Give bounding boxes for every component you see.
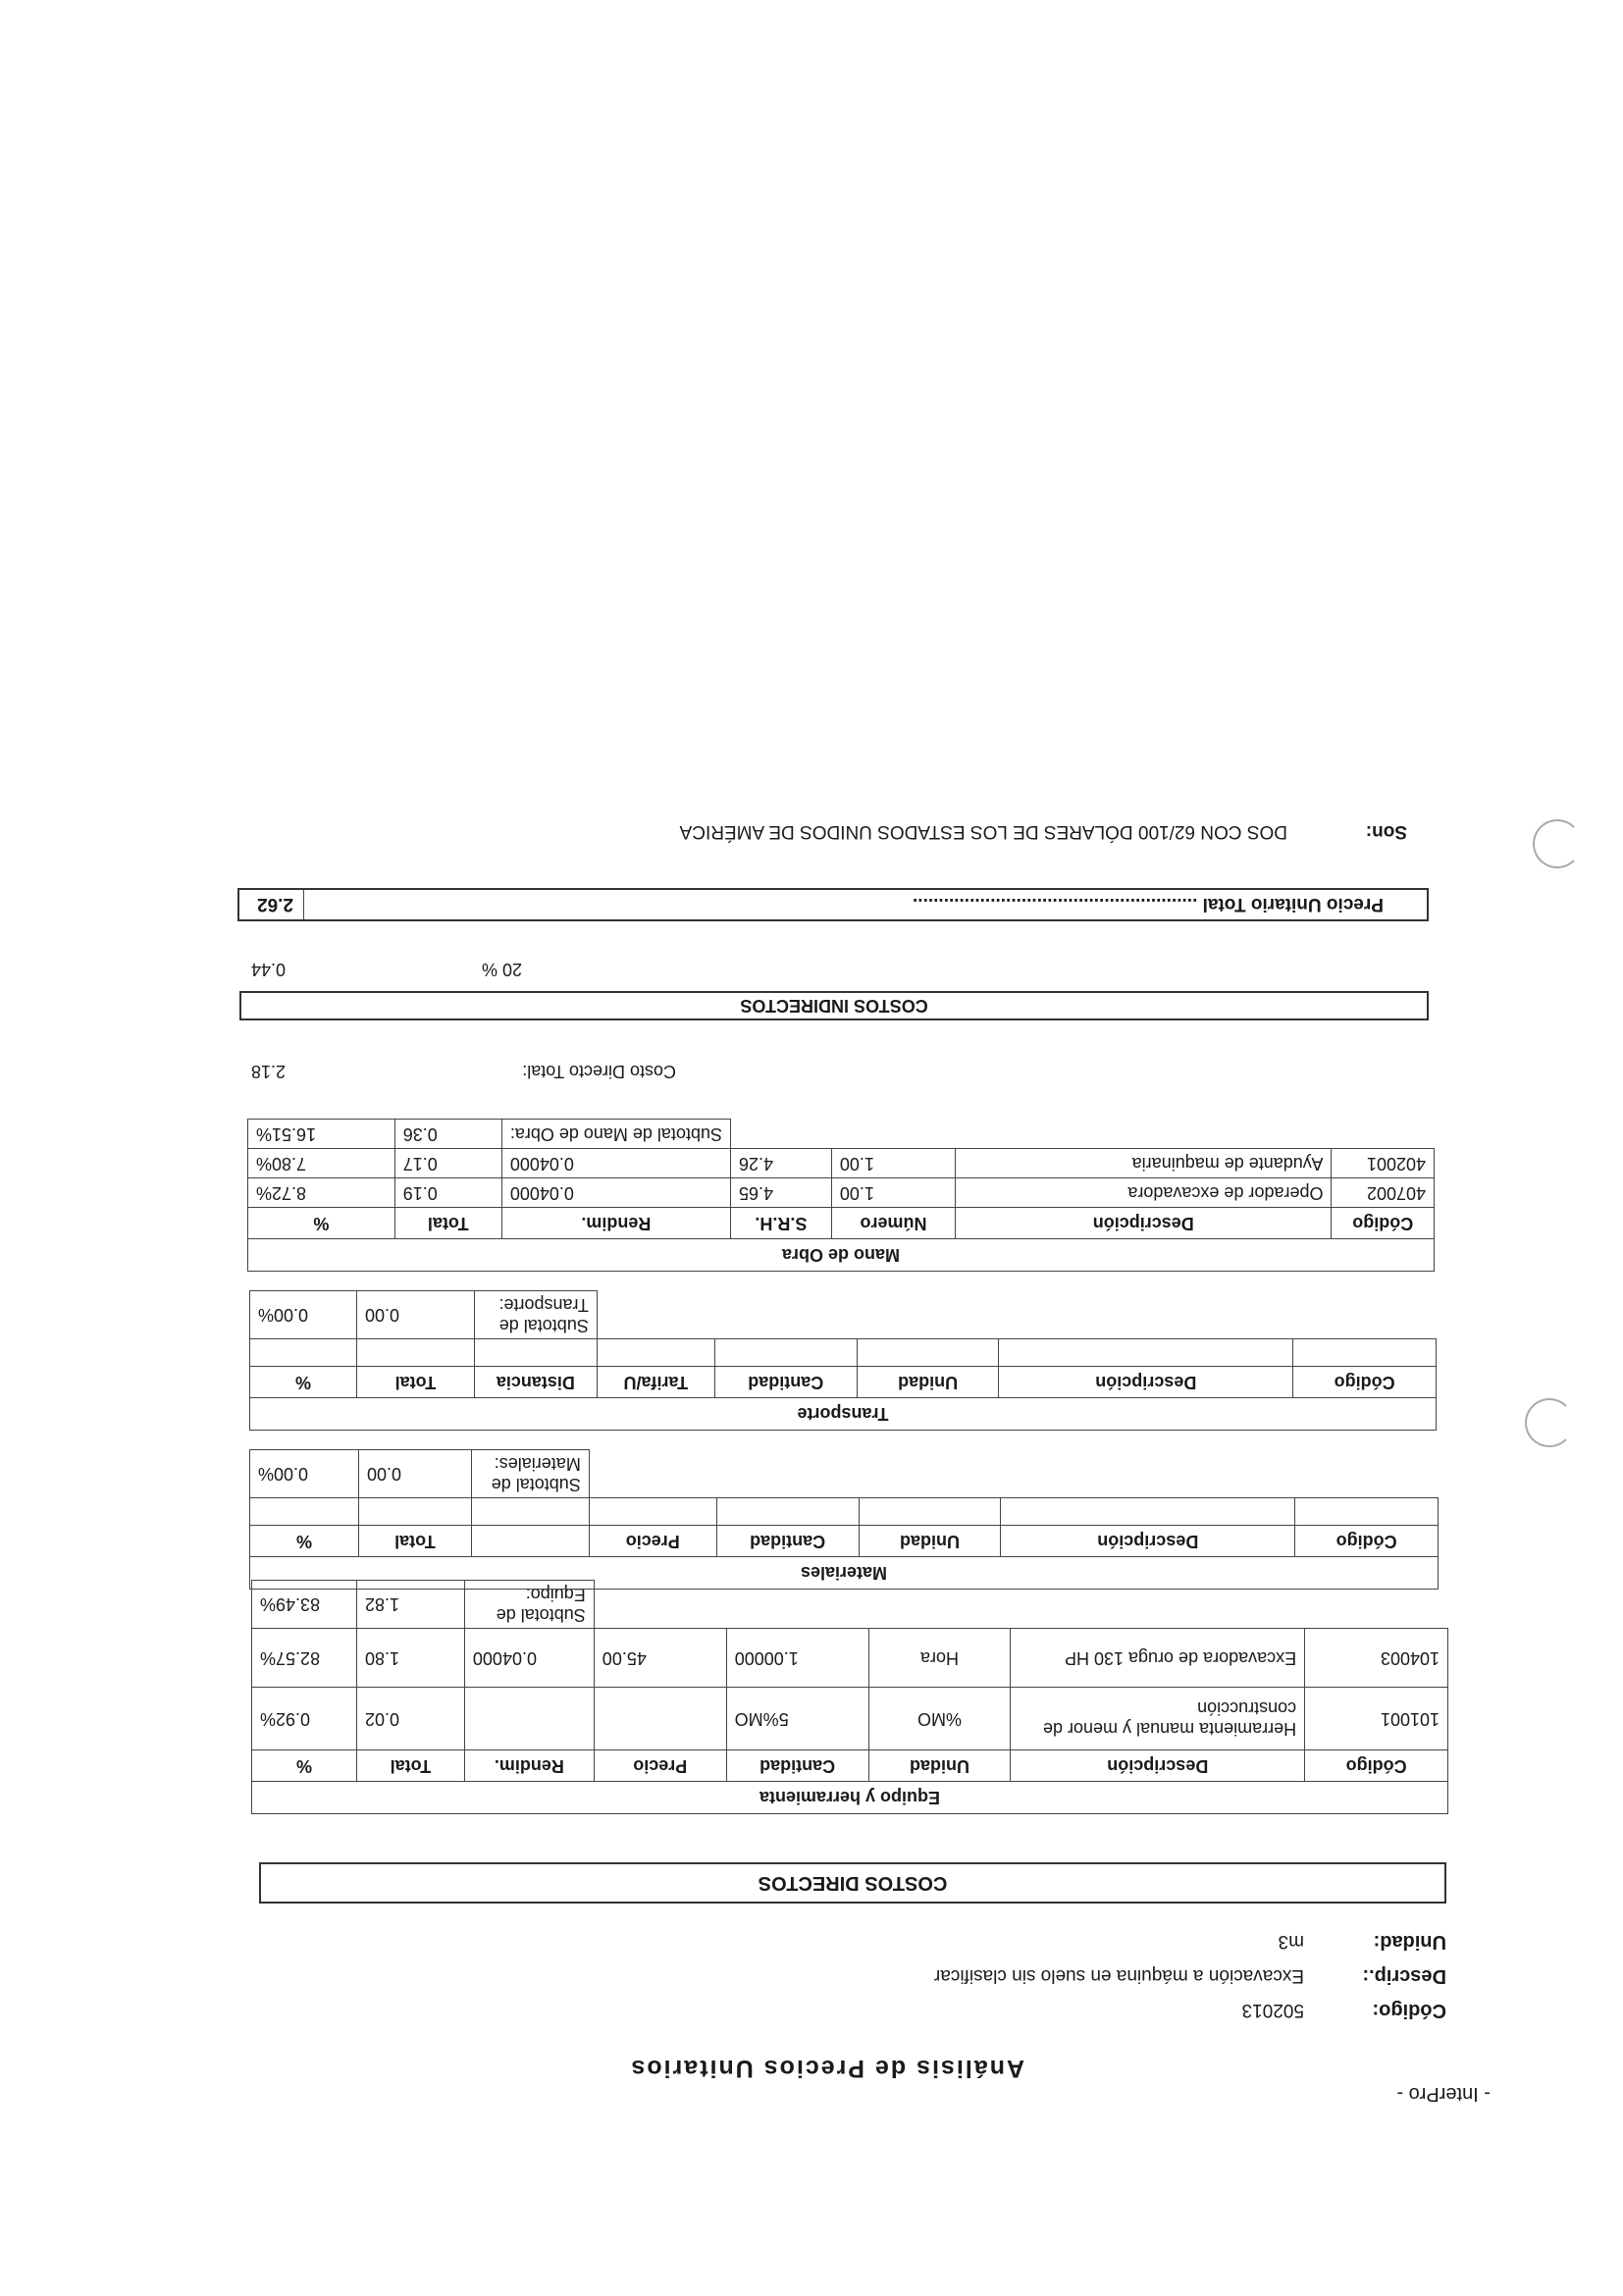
materiales-col-precio: Precio <box>589 1526 716 1557</box>
table-row <box>250 1498 1439 1526</box>
equipo-col-precio: Precio <box>594 1750 726 1782</box>
transporte-col-total: Total <box>357 1367 475 1398</box>
materiales-subtotal-row <box>250 1450 1439 1498</box>
mano-obra-col-rendim: Rendim. <box>501 1208 730 1239</box>
mano-obra-subtotal-row <box>248 1120 1435 1149</box>
materiales-table <box>249 1449 1439 1590</box>
cell-numero: 1.00 <box>831 1178 955 1208</box>
mano-obra-subtotal-label: Subtotal de Mano de Obra: <box>501 1120 730 1149</box>
mano-obra-col-srh: S.R.H. <box>730 1208 831 1239</box>
mano-obra-section-title: Mano de Obra <box>248 1239 1435 1272</box>
codigo-label: Código: <box>1372 2000 1446 2021</box>
transporte-col-pct: % <box>250 1367 357 1398</box>
table-row <box>248 1149 1435 1178</box>
mano-obra-subtotal-pct: 16.51% <box>248 1120 395 1149</box>
equipo-subtotal-value: 1.82 <box>356 1581 464 1629</box>
unidad-label: Unidad: <box>1373 1931 1446 1953</box>
son-label: Son: <box>1365 821 1407 842</box>
table-row <box>248 1178 1435 1208</box>
materiales-section-title: Materiales <box>250 1557 1439 1590</box>
transporte-col-distancia: Distancia <box>474 1367 597 1398</box>
equipo-section-title: Equipo y herramienta <box>252 1782 1448 1814</box>
cell-codigo: 101001 <box>1305 1688 1448 1750</box>
transporte-subtotal-label: Subtotal de Transporte: <box>474 1291 597 1339</box>
equipo-col-cantidad: Cantidad <box>726 1750 868 1782</box>
materiales-col-codigo: Código <box>1295 1526 1439 1557</box>
brand-label: - InterPro - <box>1396 2083 1491 2105</box>
transporte-col-codigo: Código <box>1293 1367 1437 1398</box>
materiales-subtotal-value: 0.00 <box>358 1450 471 1498</box>
mano-obra-subtotal-value: 0.36 <box>394 1120 501 1149</box>
costo-directo-label: Costo Directo Total: <box>522 1062 676 1081</box>
descrip-value: Excavación a máquina en suelo sin clasificar <box>933 1965 1304 1986</box>
costo-directo-value: 2.18 <box>250 1062 286 1081</box>
costos-indirectos-banner: COSTOS INDIRECTOS <box>239 991 1429 1020</box>
materiales-col-blank <box>471 1526 589 1557</box>
cell-codigo: 104003 <box>1305 1629 1448 1688</box>
page-title: Análisis de Precios Unitarios <box>629 2055 1024 2082</box>
cell-unidad: Hora <box>868 1629 1011 1688</box>
precio-unitario-label: Precio Unitario Total ....................................................... <box>912 894 1384 914</box>
cell-unidad: %MO <box>868 1688 1011 1750</box>
transporte-subtotal-row <box>250 1291 1437 1339</box>
transporte-col-unidad: Unidad <box>857 1367 999 1398</box>
equipo-col-unidad: Unidad <box>868 1750 1011 1782</box>
equipo-col-pct: % <box>252 1750 357 1782</box>
cell-precio <box>594 1688 726 1750</box>
cell-total: 0.02 <box>356 1688 464 1750</box>
transporte-section-title: Transporte <box>250 1398 1437 1431</box>
cell-pct: 7.80% <box>248 1149 395 1178</box>
indirectos-pct: 20 % <box>481 960 522 979</box>
table-row <box>250 1339 1437 1367</box>
precio-unitario-value: 2.62 <box>239 890 304 919</box>
cell-srh: 4.26 <box>730 1149 831 1178</box>
cell-descripcion: Herramienta manual y menor de construcción <box>1011 1688 1305 1750</box>
mano-obra-col-codigo: Código <box>1332 1208 1435 1239</box>
cell-rendim: 0.04000 <box>464 1629 594 1688</box>
materiales-col-total: Total <box>358 1526 471 1557</box>
table-row <box>252 1629 1448 1688</box>
cell-codigo: 407002 <box>1332 1178 1435 1208</box>
cell-codigo: 402001 <box>1332 1149 1435 1178</box>
equipo-col-rendim: Rendim. <box>464 1750 594 1782</box>
materiales-col-unidad: Unidad <box>859 1526 1001 1557</box>
cell-cantidad: 1.00000 <box>726 1629 868 1688</box>
transporte-subtotal-value: 0.00 <box>357 1291 475 1339</box>
indirectos-value: 0.44 <box>250 960 286 979</box>
descrip-label: Descrip.: <box>1362 1965 1446 1987</box>
cell-total: 1.80 <box>356 1629 464 1688</box>
unidad-value: m3 <box>1278 1931 1304 1952</box>
transporte-table <box>249 1290 1437 1431</box>
equipo-col-codigo: Código <box>1305 1750 1448 1782</box>
mano-obra-table <box>247 1119 1435 1272</box>
cell-rendim <box>464 1688 594 1750</box>
cell-descripcion: Operador de excavadora <box>956 1178 1332 1208</box>
costos-directos-banner: COSTOS DIRECTOS <box>259 1862 1446 1904</box>
cell-descripcion: Ayudante de maquinaria <box>956 1149 1332 1178</box>
punch-hole-icon <box>1525 1398 1574 1447</box>
transporte-col-tarifa: Tarifa/U <box>597 1367 714 1398</box>
cell-descripcion: Excavadora de oruga 130 HP <box>1011 1629 1305 1688</box>
cell-rendim: 0.04000 <box>501 1149 730 1178</box>
cell-pct: 8.72% <box>248 1178 395 1208</box>
materiales-col-cantidad: Cantidad <box>716 1526 859 1557</box>
mano-obra-col-pct: % <box>248 1208 395 1239</box>
precio-unitario-box <box>237 888 1429 921</box>
transporte-col-descripcion: Descripción <box>999 1367 1293 1398</box>
mano-obra-col-numero: Número <box>831 1208 955 1239</box>
cell-pct: 0.92% <box>252 1688 357 1750</box>
cell-cantidad: 5%MO <box>726 1688 868 1750</box>
transporte-col-cantidad: Cantidad <box>714 1367 857 1398</box>
son-text: DOS CON 62/100 DÓLARES DE LOS ESTADOS UNIDOS DE AMÉRICA <box>679 821 1287 842</box>
materiales-subtotal-label: Subtotal de Materiales: <box>471 1450 589 1498</box>
materiales-subtotal-pct: 0.00% <box>250 1450 359 1498</box>
transporte-subtotal-pct: 0.00% <box>250 1291 357 1339</box>
equipo-subtotal-label: Subtotal de Equipo: <box>464 1581 594 1629</box>
punch-hole-icon <box>1533 819 1582 868</box>
cell-precio: 45.00 <box>594 1629 726 1688</box>
codigo-value: 502013 <box>1241 2000 1304 2020</box>
cell-srh: 4.65 <box>730 1178 831 1208</box>
materiales-col-pct: % <box>250 1526 359 1557</box>
materiales-col-descripcion: Descripción <box>1001 1526 1295 1557</box>
equipo-table <box>251 1580 1448 1814</box>
cell-pct: 82.57% <box>252 1629 357 1688</box>
mano-obra-col-total: Total <box>394 1208 501 1239</box>
equipo-col-descripcion: Descripción <box>1011 1750 1305 1782</box>
cell-rendim: 0.04000 <box>501 1178 730 1208</box>
equipo-subtotal-pct: 83.49% <box>252 1581 357 1629</box>
equipo-col-total: Total <box>356 1750 464 1782</box>
cell-total: 0.17 <box>394 1149 501 1178</box>
cell-total: 0.19 <box>394 1178 501 1208</box>
mano-obra-col-descripcion: Descripción <box>956 1208 1332 1239</box>
cell-numero: 1.00 <box>831 1149 955 1178</box>
table-row <box>252 1688 1448 1750</box>
